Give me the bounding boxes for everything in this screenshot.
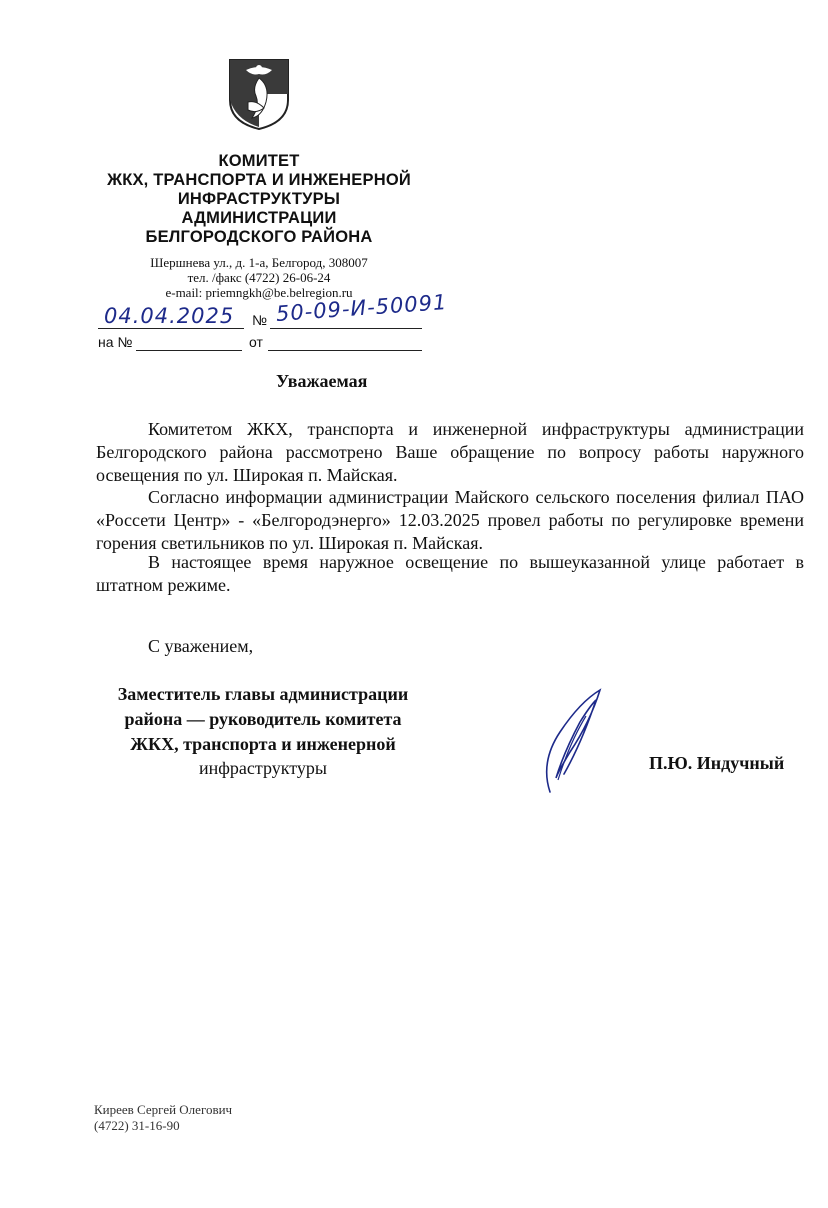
- body-paragraph-2: Согласно информации администрации Майского сельского поселения филиал ПАО «Россети Центр» - «Белгородэнерго» 12.03.2025 провел работы по регулировке времени горения светильников по ул. Широкая п. Майская.: [96, 487, 804, 553]
- org-line-4: АДМИНИСТРАЦИИ: [181, 209, 337, 227]
- coat-of-arms-icon: [226, 56, 292, 132]
- from-label: от: [249, 334, 263, 350]
- from-underline: [268, 350, 422, 351]
- org-line-2: ЖКХ, ТРАНСПОРТА И ИНЖЕНЕРНОЙ: [107, 171, 411, 189]
- closing: С уважением,: [148, 636, 254, 656]
- reference-underline: [136, 350, 242, 351]
- number-underline: [270, 328, 422, 329]
- executor-name: Киреев Сергей Олегович: [94, 1102, 233, 1117]
- org-address: Шершнева ул., д. 1-а, Белгород, 308007: [150, 255, 368, 270]
- body-paragraph-3: В настоящее время наружное освещение по вышеуказанной улице работает в штатном режиме.: [96, 552, 804, 595]
- signer-title-line-1: Заместитель главы администрации: [117, 684, 409, 704]
- org-email: e-mail: priemngkh@be.belregion.ru: [165, 285, 353, 300]
- org-line-3: ИНФРАСТРУКТУРЫ: [177, 190, 341, 208]
- registration-number-label: №: [252, 312, 268, 328]
- executor-phone: (4722) 31-16-90: [94, 1118, 180, 1133]
- greeting: Уважаемая: [276, 371, 368, 391]
- handwritten-signature: [520, 682, 620, 802]
- org-line-5: БЕЛГОРОДСКОГО РАЙОНА: [145, 228, 373, 246]
- registration-date: 04.04.2025: [104, 304, 235, 328]
- org-line-1: КОМИТЕТ: [218, 152, 300, 170]
- signer-title-line-4: инфраструктуры: [199, 758, 327, 778]
- signer-title-line-2: района — руководитель комитета: [124, 709, 402, 729]
- body-paragraph-1: Комитетом ЖКХ, транспорта и инженерной инфраструктуры администрации Белгородского района рассмотрено Ваше обращение по вопросу работы наружного освещения по ул. Широкая п. Майская.: [96, 419, 804, 485]
- org-phone: тел. /факс (4722) 26-06-24: [187, 270, 331, 285]
- reference-label: на №: [98, 334, 133, 350]
- signer-name: П.Ю. Индучный: [649, 753, 785, 773]
- date-underline: [98, 328, 244, 329]
- registration-number: 50-09-И-50091: [275, 290, 449, 326]
- signer-title-line-3: ЖКХ, транспорта и инженерной: [130, 734, 396, 754]
